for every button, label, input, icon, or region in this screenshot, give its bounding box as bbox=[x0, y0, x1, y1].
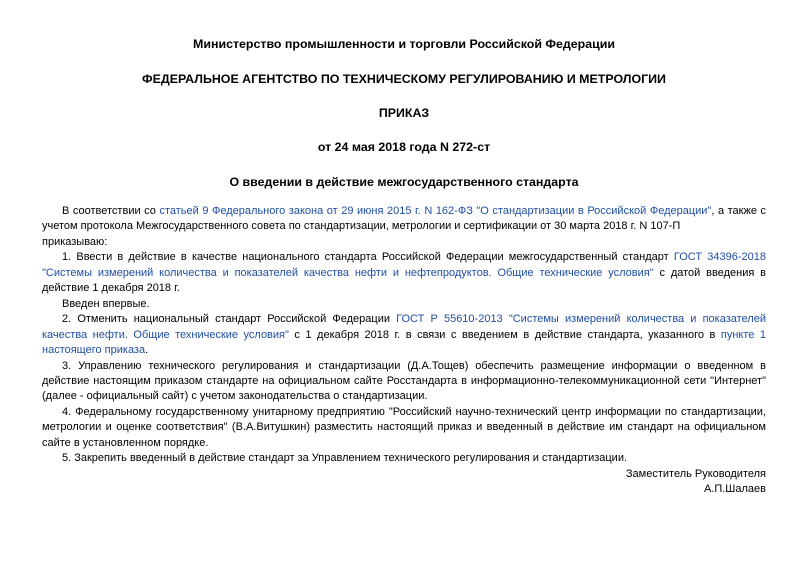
item4-paragraph: 4. Федеральному государственному унитарному предприятию "Российский научно-технический центр информации по стандартизации, метрологии и оценке соответствия" (В.А.Витушкин) разместить настоящий приказ и введенный в действие им стандарт на официальном сайте в установленном порядке. bbox=[42, 405, 766, 449]
signature-position: Заместитель Руководителя bbox=[625, 467, 766, 480]
federal-law-link[interactable]: статьей 9 Федерального закона от 29 июня 2015 г. N 162-ФЗ "О стандартизации в Российской Федерации" bbox=[159, 205, 712, 217]
item1-paragraph bbox=[42, 250, 766, 296]
document-body bbox=[42, 204, 766, 498]
orders-line: приказываю: bbox=[42, 235, 108, 248]
introduced-note: Введен впервые. bbox=[62, 297, 150, 310]
preamble-paragraph bbox=[42, 204, 766, 235]
doc-type-heading: ПРИКАЗ bbox=[378, 106, 430, 120]
subject-heading: О введении в действие межгосударственного стандарта bbox=[229, 175, 579, 189]
item2-text-end: . bbox=[145, 344, 149, 357]
item3-paragraph: 3. Управлению технического регулирования и стандартизации (Д.А.Тощев) обеспечить размещение информации о введенном в действие настоящим приказом стандарте на официальном сайте Росстандарта в информационно-телекоммуникационной сети "Интернет" (далее - официальный сайт) с учетом законодательства о стандартизации. bbox=[42, 359, 766, 403]
item1-reference-link[interactable]: пункте 1 настоящего приказа bbox=[42, 328, 766, 357]
item1-text-after: с датой введения в действие 1 декабря 2018 г. bbox=[42, 266, 766, 295]
item1-text-before: 1. Ввести в действие в качестве национального стандарта Российской Федерации межгосударственный стандарт bbox=[62, 251, 674, 264]
gost-34396-link[interactable]: ГОСТ 34396-2018 "Системы измерений количества и показателей качества нефти и нефтепродуктов. Общие технические условия" bbox=[42, 251, 766, 279]
item2-text-middle: с 1 декабря 2018 г. в связи с введением в действие стандарта, указанного в bbox=[288, 328, 721, 341]
item2-paragraph bbox=[42, 312, 766, 358]
item2-text-before: 2. Отменить национальный стандарт Российской Федерации bbox=[62, 313, 397, 326]
document-page bbox=[42, 0, 766, 571]
date-number-heading: от 24 мая 2018 года N 272-ст bbox=[317, 140, 491, 154]
preamble-text-after: , а также с учетом протокола Межгосударственного совета по стандартизации, метрологии и сертификации от 30 марта 2018 г. N 107-П bbox=[42, 205, 767, 233]
preamble-text-before: В соответствии со bbox=[62, 205, 160, 217]
item5-paragraph: 5. Закрепить введенный в действие стандарт за Управлением технического регулирования и стандартизации. bbox=[62, 452, 628, 465]
agency-heading: ФЕДЕРАЛЬНОЕ АГЕНТСТВО ПО ТЕХНИЧЕСКОМУ РЕГУЛИРОВАНИЮ И МЕТРОЛОГИИ bbox=[142, 72, 666, 86]
gost-r-55610-link[interactable]: ГОСТ Р 55610-2013 "Системы измерений количества и показателей качества нефти. Общие технические условия" bbox=[42, 313, 766, 341]
ministry-heading: Министерство промышленности и торговли Российской Федерации bbox=[193, 37, 615, 51]
signature-name: А.П.Шалаев bbox=[703, 483, 766, 496]
